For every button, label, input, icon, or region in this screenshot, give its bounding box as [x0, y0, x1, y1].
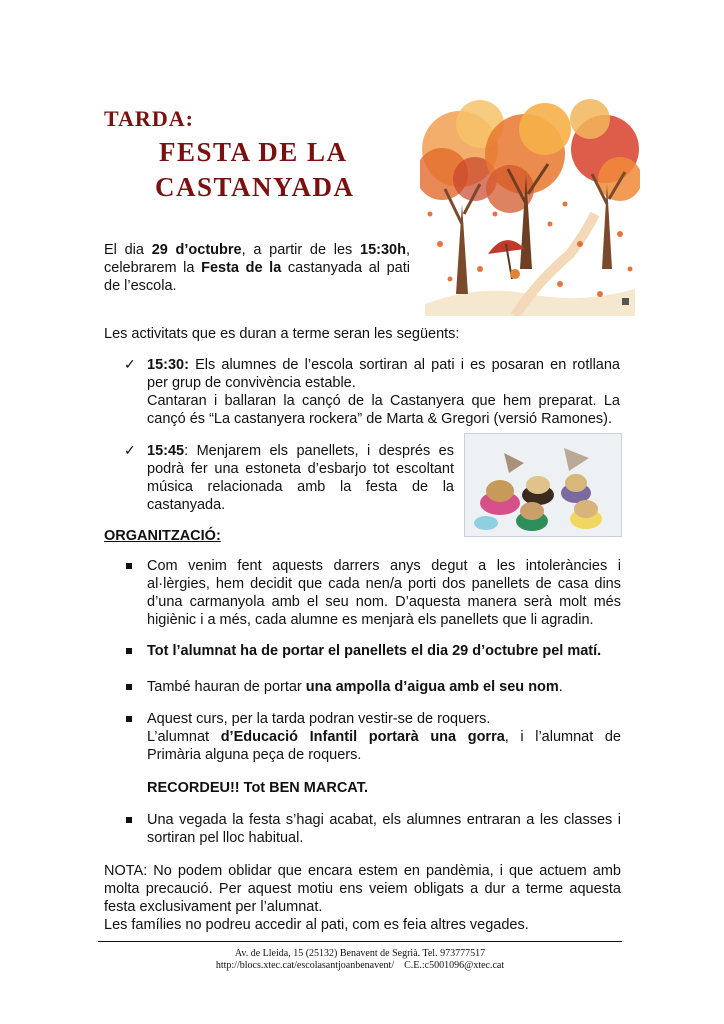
autumn-trees-illustration [420, 94, 640, 316]
bullet-icon [126, 563, 132, 569]
org-bullet-1: Com venim fent aquests darrers anys degut a les intoleràncies i al·lèrgies, hem decidit que cada nen/a porti dos panellets de casa dins d’una carmanyola amb el seu nom. D’aquesta manera serà molt més higiènic i a més, cada alumne es menjarà els panellets que li agradin. [147, 558, 621, 628]
footer-email[interactable]: C.E.:c5001096@xtec.cat [404, 960, 505, 971]
nota-paragraph: NOTA: No podem oblidar que encara estem en pandèmia, i que actuem amb molta precaució. Per aquest motiu ens veiem obligats a dur a terme aquesta festa exclusivament per l’alumnat. Les famílies no podreu accedir al pati, com es feia altres vegades. [104, 863, 621, 933]
intro-paragraph: El dia 29 d’octubre, a partir de les 15:30h, celebrarem la Festa de la castanyada al pati de l’escola. [104, 242, 411, 294]
org-bullet-3: També hauran de portar una ampolla d’aigua amb el seu nom. [147, 679, 563, 695]
title-line-1: FESTA DE LA [159, 137, 348, 167]
activities-intro: Les activitats que es duran a terme seran les següents: [104, 326, 460, 342]
org-bullet-5: Una vegada la festa s’hagi acabat, els alumnes entraran a les classes i sortiran pel lloc habitual. [147, 812, 621, 846]
recordeu-note: RECORDEU!! Tot BEN MARCAT. [147, 780, 368, 796]
small-square-mark [622, 298, 629, 305]
org-bullet-4: Aquest curs, per la tarda podran vestir-se de roquers. L’alumnat d’Educació Infantil portarà una gorra, i l’alumnat de Primària alguna peça de roquers. [147, 711, 621, 763]
title-line-2: CASTANYADA [155, 172, 355, 202]
bullet-icon [126, 648, 132, 654]
footer-contact [98, 960, 622, 971]
org-bullet-2: Tot l’alumnat ha de portar el panellets el dia 29 d’octubre pel matí. [147, 643, 602, 659]
section-label-tarda: TARDA: [104, 106, 194, 131]
check-icon: ✓ [124, 356, 136, 372]
organitzacio-heading: ORGANITZACIÓ: [104, 528, 221, 544]
bullet-icon [126, 716, 132, 722]
activity-2: 15:45: Menjarem els panellets, i després es podrà fer una estoneta d’esbarjo tot escoltant música relacionada amb la festa de la castanyada. [147, 443, 454, 513]
bullet-icon [126, 684, 132, 690]
activity-1: 15:30: Els alumnes de l’escola sortiran al pati i es posaran en rotllana per grup de convivència estable. Cantaran i ballaran la cançó de la Castanyera que hem preparat. La cançó és “La castanyera rockera” de Marta & Gregori (versió Ramones). [147, 357, 620, 427]
footer-web-link[interactable]: http://blocs.xtec.cat/escolasantjoanbenavent/ [215, 960, 395, 971]
footer-divider [98, 941, 622, 942]
panellets-photo [464, 433, 622, 537]
footer-address: Av. de Lleida, 15 (25132) Benavent de Segrià. Tel. 973777517 [234, 948, 486, 959]
bullet-icon [126, 817, 132, 823]
check-icon: ✓ [124, 442, 136, 458]
